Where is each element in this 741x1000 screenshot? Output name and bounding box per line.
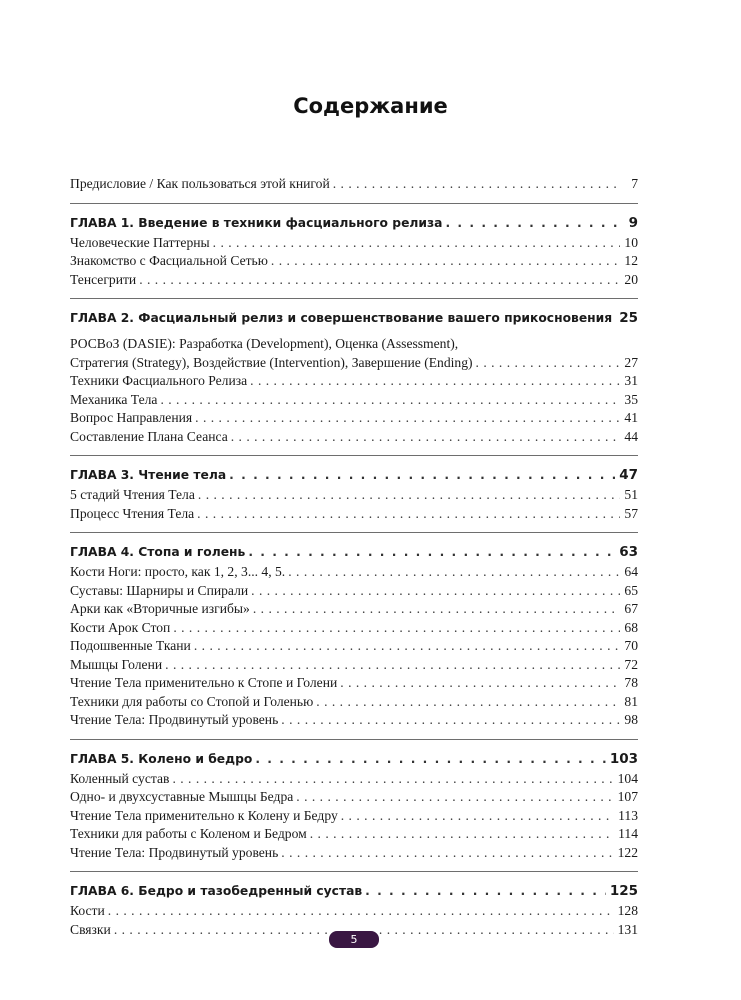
toc-entry-label: Техники Фасциального Релиза (70, 373, 248, 388)
chapter-label (70, 748, 255, 770)
dot-leader (213, 234, 620, 253)
toc-entry-label: Чтение Тела применительно к Колену и Бедру (70, 807, 338, 823)
toc-entry-page: 81 (624, 693, 638, 709)
chapter-label (70, 541, 248, 563)
toc-entry[interactable] (70, 428, 638, 447)
chapter-page: 25 (619, 310, 638, 326)
toc-chapter-5[interactable] (70, 748, 638, 770)
toc-entry-label: Стратегия (Strategy), Воздействие (Intervention), Завершение (Ending) (70, 354, 473, 370)
toc-entry-page: 104 (617, 770, 638, 786)
toc-entry-page: 31 (624, 373, 638, 388)
dot-leader (165, 656, 620, 675)
toc-entry-page: 12 (624, 253, 638, 268)
toc-entry-label: Арки как «Вторичные изгибы» (70, 601, 250, 616)
dot-leader (231, 428, 620, 447)
dot-leader (476, 354, 620, 373)
toc-entry-page: 78 (624, 675, 638, 690)
toc-entry[interactable] (70, 372, 638, 391)
dot-leader (139, 271, 620, 290)
toc-entry-label: Процесс Чтения Тела (70, 505, 195, 521)
chapter-title: Введение в техники фасциального релиза (138, 215, 443, 230)
toc-entry[interactable] (70, 770, 638, 789)
toc-entry-preface[interactable] (70, 175, 638, 194)
toc-entry-page: 128 (617, 903, 638, 918)
chapter-title: Фасциальный релиз и совершенствование вашего прикосновения (138, 311, 613, 325)
toc-entry-label: Коленный сустав (70, 770, 170, 786)
toc-entry-page: 27 (624, 354, 638, 370)
toc-entry-page: 10 (624, 234, 638, 250)
chapter-title: Колено и бедро (138, 751, 253, 766)
toc-entry-label-line1: РОСВоЗ (DASIE): Разработка (Development), Оценка (Assessment), (70, 336, 459, 351)
toc-entry-page: 122 (617, 844, 638, 860)
toc-entry-page: 7 (631, 176, 638, 191)
dot-leader (250, 372, 620, 391)
toc-entry-page: 20 (624, 271, 638, 287)
dot-leader (341, 807, 614, 826)
toc-entry-page: 44 (624, 428, 638, 444)
toc-entry[interactable] (70, 486, 638, 505)
toc-entry-label: Знакомство с Фасциальной Сетью (70, 253, 268, 268)
chapter-label (70, 464, 229, 486)
toc-entry-label: Техники для работы со Стопой и Голенью (70, 693, 314, 709)
toc-entry[interactable] (70, 252, 638, 271)
dot-leader (281, 711, 620, 730)
toc-entry[interactable] (70, 391, 638, 410)
chapter-page: 47 (619, 467, 638, 483)
section-divider (70, 298, 638, 299)
toc-entry-label: Техники для работы с Коленом и Бедром (70, 826, 307, 841)
toc-entry-page: 65 (624, 582, 638, 598)
toc-entry-label: Кости Арок Стоп (70, 619, 171, 635)
toc-entry-label: Чтение Тела применительно к Стопе и Голени (70, 675, 338, 690)
dot-leader (108, 902, 614, 921)
section-divider (70, 739, 638, 740)
toc-entry-page: 67 (624, 601, 638, 616)
toc-entry-label: Предисловие / Как пользоваться этой книгой (70, 176, 330, 191)
section-divider (70, 532, 638, 533)
toc-entry[interactable] (70, 711, 638, 730)
dot-leader (172, 770, 613, 789)
toc-entry[interactable] (70, 902, 638, 921)
chapter-number: ГЛАВА 5. (70, 751, 139, 766)
toc-entry[interactable] (70, 693, 638, 712)
toc-entry[interactable] (70, 505, 638, 524)
toc-entry[interactable] (70, 409, 638, 428)
dot-leader (333, 175, 620, 194)
toc-entry-page: 98 (624, 712, 638, 727)
chapter-title: Бедро и тазобедренный сустав (138, 884, 363, 898)
toc-entry-page: 107 (617, 789, 638, 804)
chapter-page: 9 (628, 214, 638, 231)
toc-entry[interactable] (70, 600, 638, 619)
section-divider (70, 203, 638, 204)
toc-entry[interactable] (70, 271, 638, 290)
chapter-title: Стопа и голень (138, 545, 246, 559)
toc-entry-page: 114 (618, 826, 638, 841)
dot-leader (310, 825, 614, 844)
toc-entry-page: 113 (618, 807, 638, 823)
toc-entry[interactable] (70, 674, 638, 693)
toc-entry-label: Составление Плана Сеанса (70, 428, 228, 444)
chapter-label (70, 212, 445, 234)
toc-entry-page: 64 (624, 564, 638, 579)
toc-chapter-6[interactable] (70, 880, 638, 902)
dot-leader (248, 541, 615, 563)
toc-entry[interactable] (70, 788, 638, 807)
toc-entry[interactable] (70, 619, 638, 638)
toc-entry-label: 5 стадий Чтения Тела (70, 487, 195, 502)
toc-chapter-1[interactable] (70, 212, 638, 234)
dot-leader (445, 212, 620, 234)
chapter-label (70, 880, 365, 902)
chapter-page: 103 (609, 750, 638, 767)
toc-entry[interactable] (70, 825, 638, 844)
toc-entry[interactable] (70, 582, 638, 601)
toc-entry-page: 131 (617, 921, 638, 937)
dot-leader (316, 693, 620, 712)
dot-leader (271, 252, 620, 271)
dot-leader (251, 582, 620, 601)
chapter-page: 125 (609, 883, 638, 899)
dot-leader (288, 563, 620, 582)
toc-entry-label: Кости (70, 903, 105, 918)
dot-leader (198, 486, 620, 505)
toc-chapter-2[interactable] (70, 307, 638, 329)
toc-entry[interactable] (70, 637, 638, 656)
dot-leader (197, 505, 620, 524)
chapter-number: ГЛАВА 1. (70, 215, 139, 230)
toc-entry-label: Чтение Тела: Продвинутый уровень (70, 844, 279, 860)
chapter-label (70, 307, 615, 329)
dot-leader (229, 464, 615, 486)
chapter-title: Чтение тела (138, 468, 227, 482)
page-title: Содержание (293, 94, 448, 118)
toc-entry-page: 41 (624, 410, 638, 425)
toc-entry-page: 51 (624, 487, 638, 502)
dot-leader (296, 788, 613, 807)
toc-chapter-4[interactable] (70, 541, 638, 563)
toc-entry-page: 68 (624, 619, 638, 635)
chapter-number: ГЛАВА 4. (70, 545, 139, 559)
toc-entry-label: Подошвенные Ткани (70, 638, 191, 653)
chapter-number: ГЛАВА 6. (70, 884, 139, 898)
toc-entry-page: 57 (624, 505, 638, 521)
toc-entry[interactable] (70, 844, 638, 863)
toc-entry-page: 72 (624, 656, 638, 672)
dot-leader (281, 844, 613, 863)
toc-entry[interactable] (70, 563, 638, 582)
toc-entry-label: Человеческие Паттерны (70, 234, 210, 250)
dot-leader (195, 409, 620, 428)
dot-leader (253, 600, 620, 619)
toc-entry-page: 70 (624, 638, 638, 653)
toc-entry-label: Механика Тела (70, 391, 158, 407)
dot-leader (365, 880, 606, 902)
toc-chapter-3[interactable] (70, 464, 638, 486)
chapter-number: ГЛАВА 3. (70, 468, 139, 482)
toc-entry-page: 35 (624, 391, 638, 407)
toc-entry-label: Вопрос Направления (70, 410, 193, 425)
toc-entry-label: Тенсегрити (70, 271, 137, 287)
chapter-page: 63 (619, 544, 638, 560)
toc-entry-multiline[interactable] (70, 335, 638, 372)
toc-entry[interactable] (70, 234, 638, 253)
table-of-contents (70, 175, 638, 939)
toc-entry[interactable] (70, 656, 638, 675)
toc-entry-label: Кости Ноги: просто, как 1, 2, 3... 4, 5. (70, 564, 286, 579)
page-number-badge: 5 (329, 931, 379, 948)
toc-entry[interactable] (70, 807, 638, 826)
chapter-number: ГЛАВА 2. (70, 311, 139, 325)
toc-entry-label: Связки (70, 921, 111, 937)
dot-leader (160, 391, 620, 410)
dot-leader (194, 637, 620, 656)
toc-entry-label: Чтение Тела: Продвинутый уровень (70, 712, 279, 727)
toc-entry-label: Мышцы Голени (70, 656, 163, 672)
section-divider (70, 455, 638, 456)
dot-leader (255, 748, 605, 770)
toc-entry-label: Одно- и двухсуставные Мышцы Бедра (70, 789, 294, 804)
toc-entry-label: Суставы: Шарниры и Спирали (70, 582, 249, 598)
dot-leader (173, 619, 620, 638)
section-divider (70, 871, 638, 872)
dot-leader (340, 674, 620, 693)
